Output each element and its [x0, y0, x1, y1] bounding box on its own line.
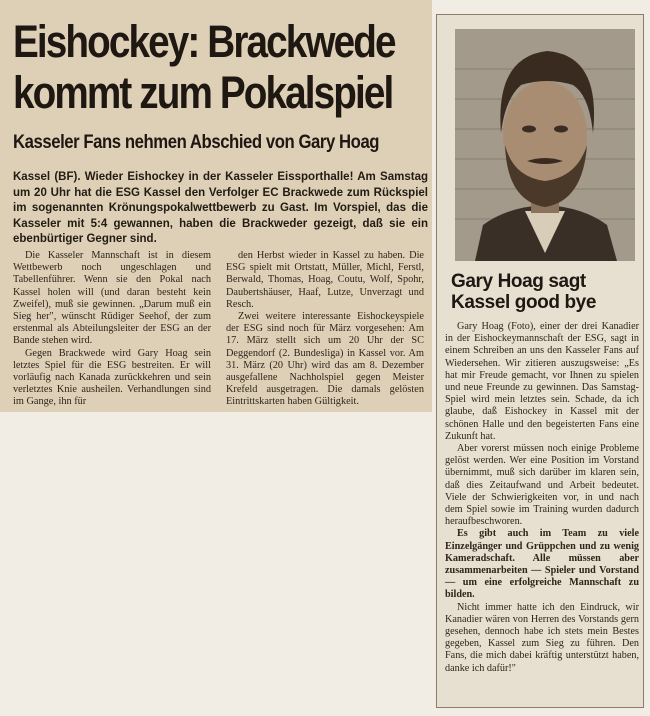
- player-portrait-photo: [455, 29, 635, 261]
- body-paragraph: Zwei weitere interessante Eishockeyspiele der ESG sind noch für März vorgesehen: Am 17. März stellt sich um 20 Uhr der SC Deggendorf (2. Bundesliga) in Kassel vor. Am 31. März (20 Uhr) wird das am 8. Dezember ausgefallene Nachholspiel gegen Meister Krefeld ausgetragen. Die damals gelösten Eintrittskarten haben Gültigkeit.: [226, 311, 424, 408]
- body-paragraph: Gegen Brackwede wird Gary Hoag sein letztes Spiel für die ESG bestreiten. Er will vorläufig nach Kanada zurückkehren und sein verletztes Knie ausheilen. Verhandlungen sind im Gange, ihn für: [13, 347, 211, 408]
- sidebar-body-text: [445, 321, 639, 675]
- body-paragraph: den Herbst wieder in Kassel zu haben. Die ESG spielt mit Ortstatt, Müller, Michl, Ferstl, Berwald, Thomas, Hoag, Coutu, Wolf, Spohr, Daubertshäuser, Haaf, Lutze, Unverzagt und Resch.: [226, 250, 424, 310]
- sidebar-paragraph: Nicht immer hatte ich den Eindruck, wir Kanadier wären von Herren des Vorstands gern gesehen, dennoch habe ich stets mein Bestes gegeben, Kassel zum Sieg zu führen. Den Fans, die mich dabei kräftig unterstützt haben, danke ich dafür!": [445, 601, 639, 674]
- portrait-illustration: [455, 29, 635, 261]
- headline-line-1: Eishockey: Brackwede: [13, 16, 395, 67]
- article-column-1: [13, 250, 211, 409]
- sidebar-article-clipping: [436, 14, 644, 708]
- article-subheadline: Kasseler Fans nehmen Abschied von Gary Hoag: [13, 132, 380, 153]
- main-article-clipping: [0, 0, 432, 412]
- sidebar-headline-line-2: Kassel good bye: [451, 292, 596, 313]
- sidebar-headline-line-1: Gary Hoag sagt: [451, 271, 586, 292]
- article-lead-paragraph: Kassel (BF). Wieder Eishockey in der Kasseler Eissporthalle! Am Samstag um 20 Uhr hat die ESG Kassel den Verfolger EC Brackwede zum Rückspiel im sogenannten Krönungspokalwettbewerb zu Gast. Im Vorspiel, das die Kasseler mit 5:4 gewannen, haben die Brackweder gezeigt, daß sie ein ebenbürtiger Gegner sind.: [13, 171, 428, 245]
- sidebar-paragraph: Gary Hoag (Foto), einer der drei Kanadier in der Eishockeymannschaft der ESG, sagt in einem Schreiben an uns den Kasseler Fans auf Wiedersehen. Wir zitieren auszugsweise: „Es hat mir Freude gemacht, vor Ihnen zu spielen und neue Freunde zu gewinnen. Das Samstag-Spiel wird mein letztes sein. Schade, da ich glaube, daß Eishockey in Kassel mit der schönen Halle und den begeisterten Fans eine Zukunft hat.: [445, 321, 639, 442]
- article-column-2: [226, 250, 424, 409]
- sidebar-paragraph: Es gibt auch im Team zu viele Einzelgänger und Grüppchen und zu wenig Kameradschaft. Alle müssen aber zusammenarbeiten — Spieler und Vorstand — um eine erfolgreiche Mannschaft zu bilden.: [445, 528, 639, 601]
- sidebar-headline: [451, 271, 641, 313]
- sidebar-paragraph: Aber vorerst müssen noch einige Probleme gelöst werden. Wer eine Position im Vorstand übernimmt, muß sich darüber im klaren sein, daß dies Zeitaufwand und Arbeit bedeutet. Viele der Schwierigkeiten vor, in und nach dem Spiel sowie im Training wurden dadurch heraufbeschworen.: [445, 443, 639, 528]
- body-paragraph: Die Kasseler Mannschaft ist in diesem Wettbewerb noch ungeschlagen und Tabellenführer. Wenn sie den Pokal nach Kassel holen will (und daran besteht kein Zweifel), muß sie gewinnen. „Darum muß ein Sieg her", wünscht Rüdiger Seehof, der zum erstenmal als Abteilungsleiter der ESG an der Bande stehen wird.: [13, 250, 211, 347]
- headline-line-2: kommt zum Pokalspiel: [13, 67, 393, 118]
- article-headline: [13, 16, 395, 118]
